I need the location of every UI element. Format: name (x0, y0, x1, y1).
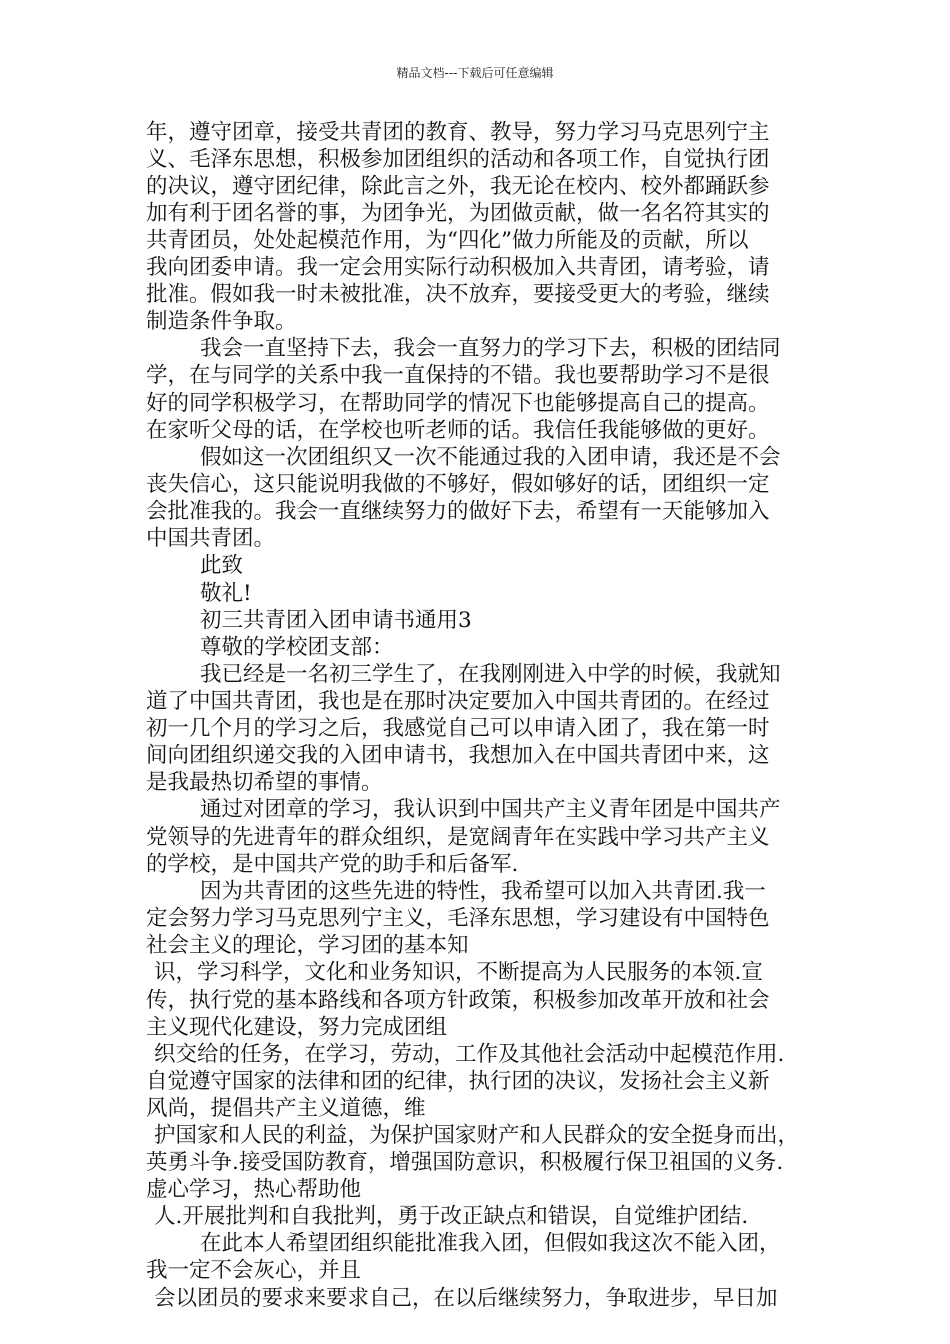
text-line: 定会努力学习马克思列宁主义，毛泽东思想，学习建设有中国特色 (146, 906, 770, 931)
text-line: 通过对团章的学习，我认识到中国共产主义青年团是中国共产 (200, 797, 781, 822)
text-line: 识，学习科学，文化和业务知识，不断提高为人民服务的本领.宣 (154, 960, 763, 985)
text-line: 党领导的先进青年的群众组织，是宽阔青年在实践中学习共产主义 (146, 825, 770, 850)
text-line: 中国共青团。 (146, 526, 276, 551)
text-line: 道了中国共青团，我也是在那时决定要加入中国共青团的。在经过 (146, 689, 770, 714)
text-line: 初一几个月的学习之后，我感觉自己可以申请入团了，我在第一时 (146, 716, 770, 741)
text-line: 织交给的任务，在学习，劳动，工作及其他社会活动中起模范作用. (154, 1042, 785, 1067)
text-line: 我会一直坚持下去，我会一直努力的学习下去，积极的团结同 (200, 336, 781, 361)
text-line: 社会主义的理论，学习团的基本知 (146, 933, 469, 958)
text-line: 虚心学习，热心帮助他 (146, 1177, 362, 1202)
page-header: 精品文档---下载后可任意编辑 (396, 66, 554, 80)
text-line: 英勇斗争.接受国防教育，增强国防意识，积极履行保卫祖国的义务. (146, 1150, 784, 1175)
text-line: 共青团员，处处起模范作用，为“四化”做力所能及的贡献，所以 (146, 228, 749, 253)
text-line: 敬礼! (200, 581, 252, 606)
text-line: 人.开展批判和自我批判，勇于改正缺点和错误，自觉维护团结. (154, 1204, 749, 1229)
text-line: 在此本人希望团组织能批准我入团，但假如我这次不能入团， (200, 1231, 781, 1256)
text-line: 自觉遵守国家的法律和团的纪律，执行团的决议，发扬社会主义新 (146, 1069, 770, 1094)
text-line: 间向团组织递交我的入团申请书，我想加入在中国共青团中来，这 (146, 743, 770, 768)
text-line: 我已经是一名初三学生了，在我刚刚进入中学的时候，我就知 (200, 662, 781, 687)
text-line: 学，在与同学的关系中我一直保持的不错。我也要帮助学习不是很 (146, 363, 770, 388)
text-line: 会以团员的要求来要求自己，在以后继续努力，争取进步，早日加 (154, 1286, 778, 1311)
text-line: 在家听父母的话，在学校也听老师的话。我信任我能够做的更好。 (146, 418, 770, 443)
text-line: 初三共青团入团申请书通用3 (200, 608, 472, 633)
text-line: 好的同学积极学习，在帮助同学的情况下也能够提高自己的提高。 (146, 391, 770, 416)
text-line: 护国家和人民的利益，为保护国家财产和人民群众的安全挺身而出， (154, 1123, 800, 1148)
text-line: 的学校，是中国共产党的助手和后备军. (146, 852, 519, 877)
text-line: 加有利于团名誉的事，为团争光，为团做贡献，做一名名符其实的 (146, 201, 770, 226)
text-line: 丧失信心，这只能说明我做的不够好，假如够好的话，团组织一定 (146, 472, 770, 497)
text-line: 因为共青团的这些先进的特性，我希望可以加入共青团.我一 (200, 879, 766, 904)
text-line: 年，遵守团章，接受共青团的教育、教导，努力学习马克思列宁主 (146, 120, 770, 145)
text-line: 此致 (200, 553, 244, 578)
text-line: 制造条件争取。 (146, 309, 297, 334)
text-line: 尊敬的学校团支部： (200, 635, 394, 660)
text-line: 传，执行党的基本路线和各项方针政策，积极参加改革开放和社会 (146, 988, 770, 1013)
text-line: 主义现代化建设，努力完成团组 (146, 1015, 448, 1040)
text-line: 风尚，提倡共产主义道德，维 (146, 1096, 426, 1121)
text-line: 的决议，遵守团纪律，除此言之外，我无论在校内、校外都踊跃参 (146, 174, 770, 199)
text-line: 义、毛泽东思想，积极参加团组织的活动和各项工作，自觉执行团 (146, 147, 770, 172)
text-line: 会批准我的。我会一直继续努力的做好下去，希望有一天能够加入 (146, 499, 770, 524)
text-line: 我向团委申请。我一定会用实际行动积极加入共青团，请考验，请 (146, 255, 770, 280)
text-line: 我一定不会灰心，并且 (146, 1258, 362, 1283)
text-line: 假如这一次团组织又一次不能通过我的入团申请，我还是不会 (200, 445, 781, 470)
text-line: 批准。假如我一时未被批准，决不放弃，要接受更大的考验，继续 (146, 282, 770, 307)
text-line: 是我最热切希望的事情。 (146, 770, 383, 795)
